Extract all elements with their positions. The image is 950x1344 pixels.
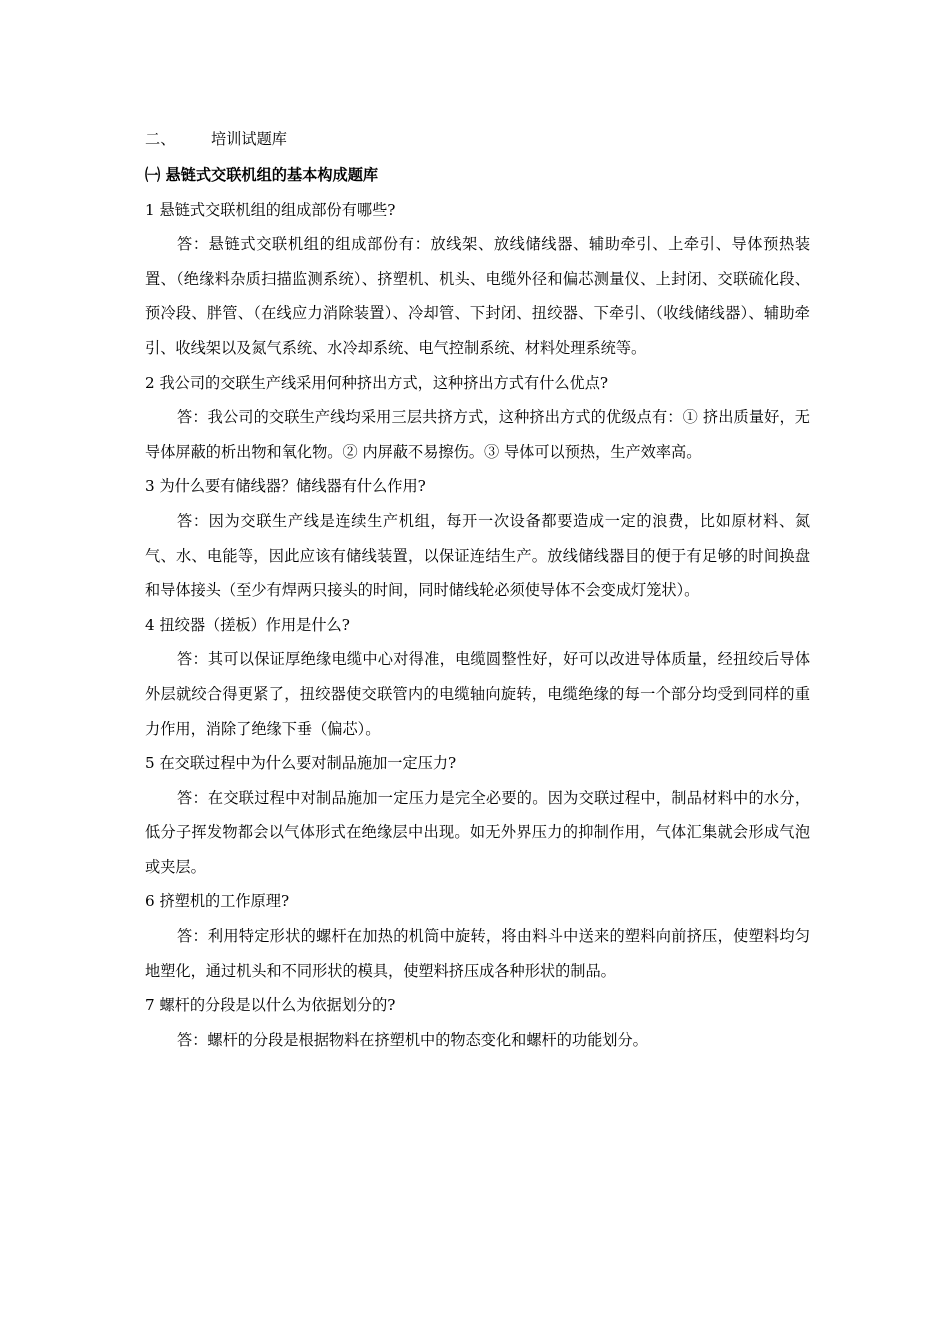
qa-item bbox=[145, 366, 810, 470]
question-text: 5 在交联过程中为什么要对制品施加一定压力? bbox=[145, 754, 457, 773]
question-text: 1 悬链式交联机组的组成部份有哪些? bbox=[145, 200, 396, 219]
question-text: 4 扭绞器（搓板）作用是什么? bbox=[145, 615, 350, 634]
qa-item bbox=[145, 608, 810, 746]
qa-item bbox=[145, 746, 810, 884]
question-text: 7 螺杆的分段是以什么为依据划分的? bbox=[145, 996, 396, 1015]
section-number: 二、 bbox=[145, 130, 176, 148]
answer-text: 答：我公司的交联生产线均采用三层共挤方式，这种挤出方式的优级点有：① 挤出质量好，无导体屏蔽的析出物和氧化物。② 内屏蔽不易擦伤。③ 导体可以预热，生产效率高。 bbox=[145, 408, 810, 461]
answer-text: 答：其可以保证厚绝缘电缆中心对得准，电缆圆整性好，好可以改进导体质量，经扭绞后导体外层就绞合得更紧了，扭绞器使交联管内的电缆轴向旋转，电缆绝缘的每一个部分均受到同样的重力作用，消除了绝缘下垂（偏芯）。 bbox=[145, 650, 810, 738]
question-text: 2 我公司的交联生产线采用何种挤出方式，这种挤出方式有什么优点? bbox=[145, 373, 609, 392]
answer-text: 答：螺杆的分段是根据物料在挤塑机中的物态变化和螺杆的功能划分。 bbox=[177, 1030, 648, 1049]
section-heading bbox=[145, 122, 810, 157]
qa-item bbox=[145, 193, 810, 366]
answer-text: 答：利用特定形状的螺杆在加热的机筒中旋转，将由料斗中送来的塑料向前挤压，使塑料均匀地塑化，通过机头和不同形状的模具，使塑料挤压成各种形状的制品。 bbox=[145, 927, 810, 980]
answer-text: 答：悬链式交联机组的组成部份有：放线架、放线储线器、辅助牵引、上牵引、导体预热装置、（绝缘料杂质扫描监测系统）、挤塑机、机头、电缆外径和偏芯测量仪、上封闭、交联硫化段、预冷段、胖管、（在线应力消除装置）、冷却管、下封闭、扭绞器、下牵引、（收线储线器）、辅助牵引、收线架以及氮气系统、水冷却系统、电气控制系统、材料处理系统等。 bbox=[145, 235, 810, 357]
qa-item bbox=[145, 988, 810, 1057]
qa-item bbox=[145, 469, 810, 607]
answer-text: 答：因为交联生产线是连续生产机组，每开一次设备都要造成一定的浪费，比如原材料、氮气、水、电能等，因此应该有储线装置，以保证连结生产。放线储线器目的便于有足够的时间换盘和导体接头（至少有焊两只接头的时间，同时储线轮必须使导体不会变成灯笼状）。 bbox=[145, 511, 810, 600]
document-body bbox=[145, 122, 810, 1057]
question-text: 6 挤塑机的工作原理? bbox=[145, 892, 290, 911]
question-text: 3 为什么要有储线器？储线器有什么作用? bbox=[145, 477, 426, 496]
qa-item bbox=[145, 884, 810, 988]
subsection-heading: ㈠ 悬链式交联机组的基本构成题库 bbox=[145, 165, 379, 184]
section-title: 培训试题库 bbox=[211, 130, 287, 148]
answer-text: 答：在交联过程中对制品施加一定压力是完全必要的。因为交联过程中，制品材料中的水分，低分子挥发物都会以气体形式在绝缘层中出现。如无外界压力的抑制作用，气体汇集就会形成气泡或夹层。 bbox=[145, 788, 810, 876]
